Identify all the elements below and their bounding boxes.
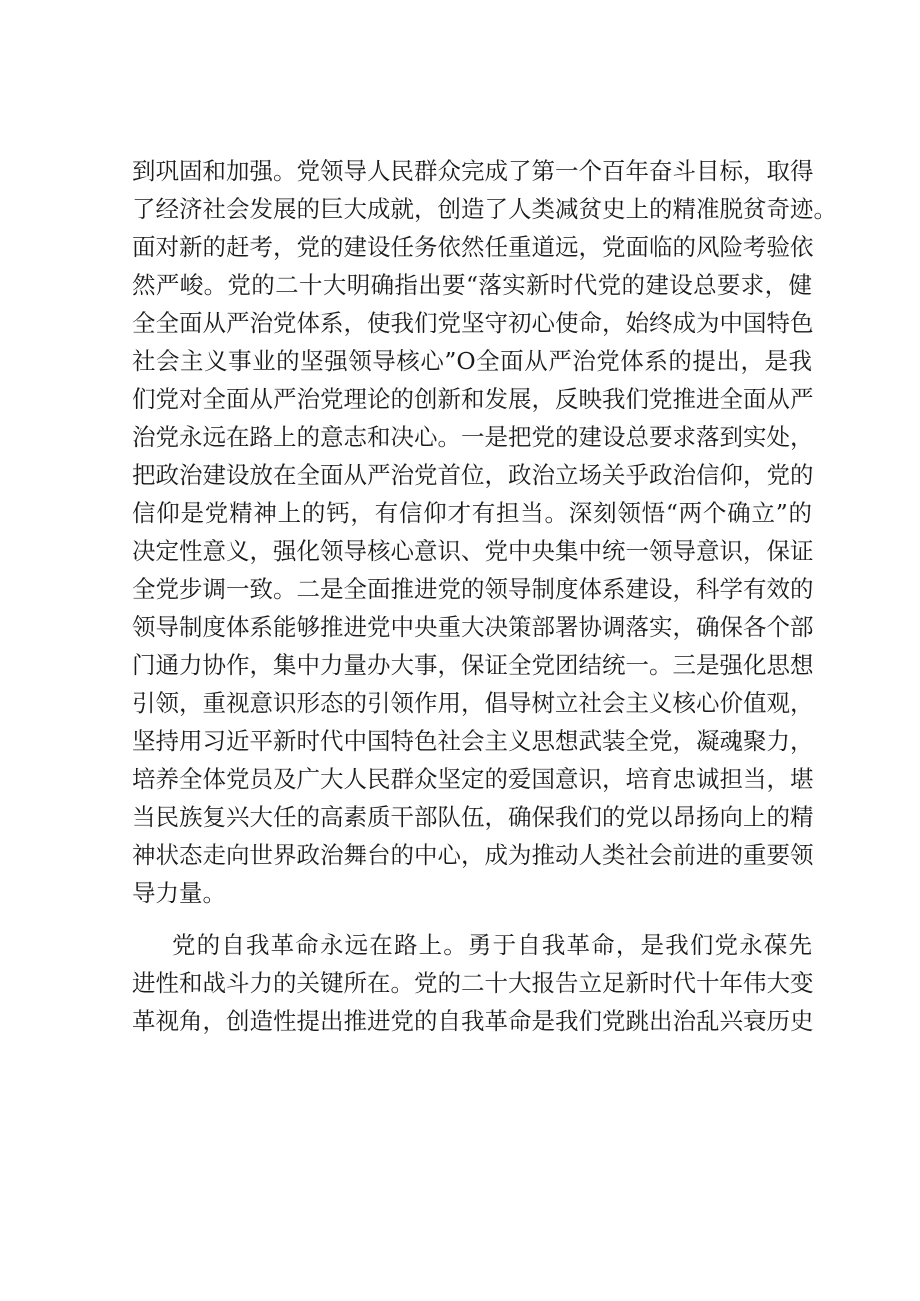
text-line: 神状态走向世界政治舞台的中心，成为推动人类社会前进的重要领: [132, 841, 814, 869]
text-line: 门通力协作，集中力量办大事，保证全党团结统一。三是强化思想: [132, 651, 814, 679]
text-line: 党的自我革命永远在路上。勇于自我革命，是我们党永葆先: [172, 931, 812, 959]
text-line: 领导制度体系能够推进党中央重大决策部署协调落实，确保各个部: [132, 613, 814, 641]
text-line: 们党对全面从严治党理论的创新和发展，反映我们党推进全面从严: [132, 385, 814, 413]
text-line: 信仰是党精神上的钙，有信仰才有担当。深刻领悟“两个确立”的: [132, 499, 812, 527]
text-line: 当民族复兴大任的高素质干部队伍，确保我们的党以昂扬向上的精: [132, 803, 814, 831]
text-line: 全全面从严治党体系，使我们党坚守初心使命，始终成为中国特色: [132, 309, 814, 337]
text-line: 决定性意义，强化领导核心意识、党中央集中统一领导意识，保证: [132, 537, 814, 565]
text-line: 革视角，创造性提出推进党的自我革命是我们党跳出治乱兴衰历史: [132, 1007, 814, 1035]
text-line: 进性和战斗力的关键所在。党的二十大报告立足新时代十年伟大变: [132, 969, 814, 997]
paragraph-gap: [132, 912, 812, 926]
text-line: 面对新的赶考，党的建设任务依然任重道远，党面临的风险考验依: [132, 233, 814, 261]
text-line: 全党步调一致。二是全面推进党的领导制度体系建设，科学有效的: [132, 575, 814, 603]
document-body: [132, 152, 837, 1040]
text-line: 引领，重视意识形态的引领作用，倡导树立社会主义核心价值观，: [132, 689, 814, 717]
text-line: 了经济社会发展的巨大成就，创造了人类减贫史上的精准脱贫奇迹。: [132, 195, 837, 223]
text-line: 坚持用习近平新时代中国特色社会主义思想武装全党，凝魂聚力，: [132, 727, 814, 755]
text-line: 到巩固和加强。党领导人民群众完成了第一个百年奋斗目标，取得: [132, 157, 814, 185]
text-line: 治党永远在路上的意志和决心。一是把党的建设总要求落到实处，: [132, 423, 814, 451]
text-line: 培养全体党员及广大人民群众坚定的爱国意识，培育忠诚担当，堪: [132, 765, 814, 793]
text-line: 社会主义事业的坚强领导核心”O全面从严治党体系的提出，是我: [132, 347, 812, 375]
text-line: 把政治建设放在全面从严治党首位，政治立场关乎政治信仰，党的: [132, 461, 814, 489]
text-line: 导力量。: [132, 879, 226, 907]
text-line: 然严峻。党的二十大明确指出要“落实新时代党的建设总要求，健: [132, 271, 812, 299]
